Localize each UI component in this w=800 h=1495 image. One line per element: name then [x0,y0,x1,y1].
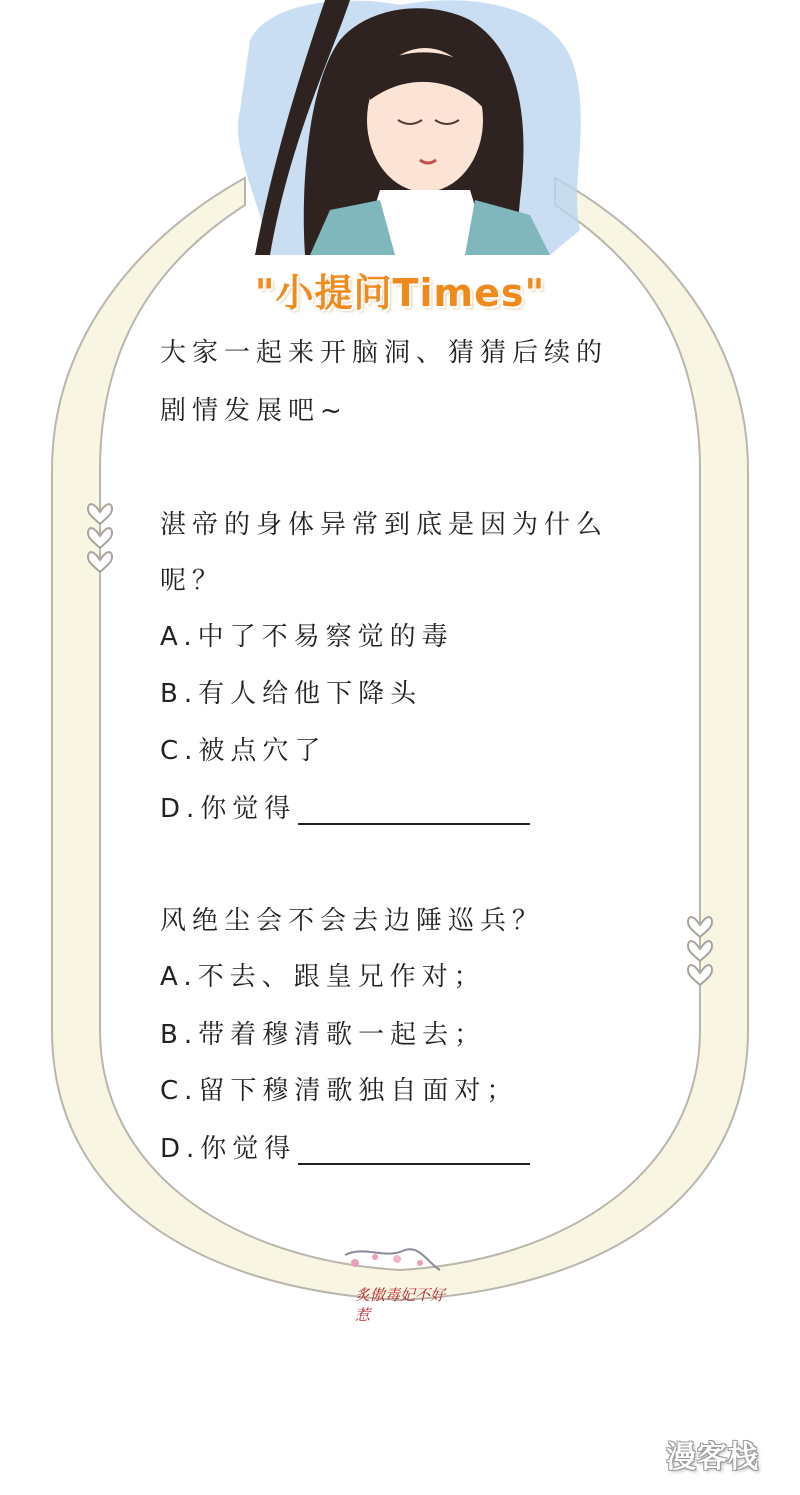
intro-line-2: 剧情发展吧~ [160,396,348,426]
intro-line-1: 大家一起来开脑洞、猜猜后续的 [160,338,609,368]
question2-option-c: C.留下穆清歌独自面对； [160,1076,519,1106]
heart-icons-left [88,504,112,572]
character-portrait-image [230,0,590,265]
heart-icons-right [688,917,712,985]
question1-option-d-label: D.你觉得 [160,794,297,824]
question2-option-d [160,1128,530,1165]
question2-option-a: A.不去、跟皇兄作对； [160,962,486,992]
question2-option-d-label: D.你觉得 [160,1134,297,1164]
question1-option-c: C.被点穴了 [160,736,327,766]
question1-line-2: 呢？ [160,566,225,596]
section-title: "小提问Times" [254,271,546,315]
question1-line-1: 湛帝的身体异常到底是因为什么 [160,510,609,540]
answer-blank-2 [298,1135,530,1165]
answer-blank-1 [298,795,530,825]
question1-option-b: B.有人给他下降头 [160,679,423,709]
comic-logo-text: 炙傲毒妃不好惹 [355,1286,446,1324]
question1-option-d [160,788,530,825]
watermark: 漫客栈 [666,1440,759,1475]
question1-option-a: A.中了不易察觉的毒 [160,622,454,652]
question2-option-b: B.带着穆清歌一起去； [160,1020,487,1050]
question2-text: 风绝尘会不会去边陲巡兵？ [160,906,545,936]
